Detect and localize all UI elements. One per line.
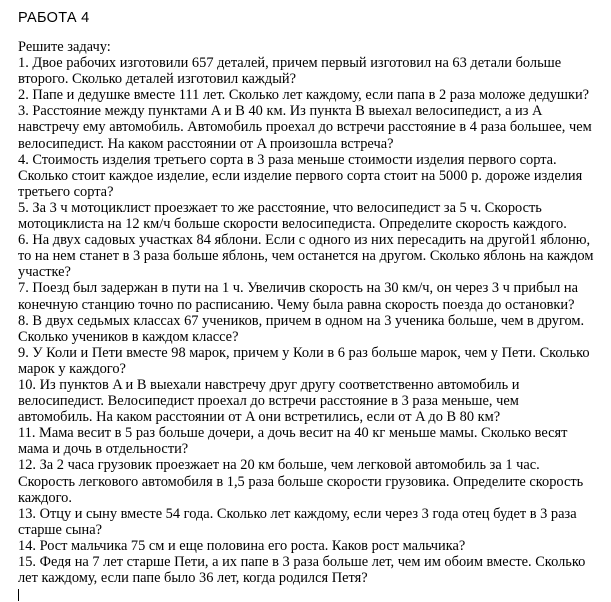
problem-line: автомобиль. На каком расстоянии от A они встретились, если от A до B 80 км? [18, 409, 501, 426]
problem-line: марок у каждого? [18, 360, 126, 377]
problem-item-5 [18, 200, 606, 232]
problem-line: лет каждому, если папе было 36 лет, когда родился Петя? [18, 570, 368, 587]
problem-line: 7. Поезд был задержан в пути на 1 ч. Увеличив скорость на 30 км/ч, он через 3 ч прибыл на [18, 280, 578, 297]
problem-line: Скорость легкового автомобиля в 1,5 раза больше скорости грузовика. Определите скорость [18, 473, 584, 490]
problem-line: конечную станцию точно по расписанию. Чему была равна скорость поезда до остановки? [18, 296, 575, 313]
problem-line: участке? [18, 264, 71, 281]
problem-line: мотоциклиста на 12 км/ч больше скорости велосипедиста. Определите скорость каждого. [18, 216, 567, 233]
problem-line: старше сына? [18, 521, 103, 538]
problem-line: 15. Федя на 7 лет старше Пети, а их папе в 3 раза больше лет, чем им обоим вместе. Сколько [18, 554, 586, 570]
problem-item-15 [18, 554, 606, 586]
problem-line: 5. За 3 ч мотоциклист проезжает то же расстояние, что велосипедист за 5 ч. Скорость [18, 199, 542, 216]
problem-item-7 [18, 280, 606, 312]
problem-item-3 [18, 103, 606, 151]
problem-line: третьего сорта? [18, 183, 114, 200]
page-title: РАБОТА 4 [18, 10, 90, 26]
problem-line: каждого. [18, 489, 72, 506]
problem-line: велосипедист. Велосипедист проехал до встречи расстояние в 3 раза меньше, чем [18, 393, 519, 410]
problem-line: Сколько учеников в каждом классе? [18, 328, 239, 345]
problem-line: Сколько стоит каждое изделие, если изделие первого сорта стоит на 5000 р. дороже изделия [18, 167, 583, 184]
problem-item-11 [18, 425, 606, 457]
problem-item-1 [18, 55, 606, 87]
problem-line: второго. Сколько деталей изготовил каждый? [18, 71, 296, 88]
problem-line: 6. На двух садовых участках 84 яблони. Если с одного из них пересадить на другой1 яблоню, [18, 232, 591, 249]
problem-list [18, 55, 606, 586]
text-cursor [18, 589, 19, 601]
problem-line: 12. За 2 часа грузовик проезжает на 20 км больше, чем легковой автомобиль за 1 час. [18, 457, 540, 474]
problem-item-2 [18, 87, 606, 103]
problem-line: 10. Из пунктов A и B выехали навстречу друг другу соответственно автомобиль и [18, 376, 520, 393]
problem-item-10 [18, 377, 606, 425]
problem-line: 4. Стоимость изделия третьего сорта в 3 раза меньше стоимости изделия первого сорта. [18, 151, 557, 168]
problem-line: 1. Двое рабочих изготовили 657 деталей, причем первый изготовил на 63 детали больше [18, 55, 562, 72]
problem-item-8 [18, 313, 606, 345]
problem-item-13 [18, 506, 606, 538]
problem-item-14 [18, 538, 606, 554]
problem-line: то на нем станет в 3 раза больше яблонь, чем останется на другом. Сколько яблонь на каждом [18, 248, 594, 265]
problem-line: навстречу ему автомобиль. Автомобиль проехал до встречи расстояние в 4 раза большее, чем [18, 119, 592, 136]
problem-item-4 [18, 152, 606, 200]
problem-item-6 [18, 232, 606, 280]
problem-item-9 [18, 345, 606, 377]
problem-line: 3. Расстояние между пунктами A и B 40 км. Из пункта B выехал велосипедист, а из A [18, 103, 543, 120]
problem-line: 13. Отцу и сыну вместе 54 года. Сколько лет каждому, если через 3 года отец будет в 3 раза [18, 505, 577, 522]
problem-line: мама и дочь в отдельности? [18, 441, 189, 458]
problem-item-12 [18, 457, 606, 505]
problem-line: 14. Рост мальчика 75 см и еще половина его роста. Каков рост мальчика? [18, 537, 466, 554]
problem-line: 8. В двух седьмых классах 67 учеников, причем в одном на 3 ученика больше, чем в другом. [18, 312, 585, 329]
problem-line: 2. Папе и дедушке вместе 111 лет. Сколько лет каждому, если папа в 2 раза моложе дедушки? [18, 87, 590, 104]
problem-line: велосипедист. На каком расстоянии от A произошла встреча? [18, 135, 394, 152]
problem-line: 9. У Коли и Пети вместе 98 марок, причем у Коли в 6 раз больше марок, чем у Пети. Сколько [18, 344, 590, 361]
document-page [18, 6, 606, 586]
problem-line: 11. Мама весит в 5 раз больше дочери, а дочь весит на 40 кг меньше мамы. Сколько весят [18, 425, 568, 442]
task-intro: Решите задачу: [18, 39, 111, 55]
